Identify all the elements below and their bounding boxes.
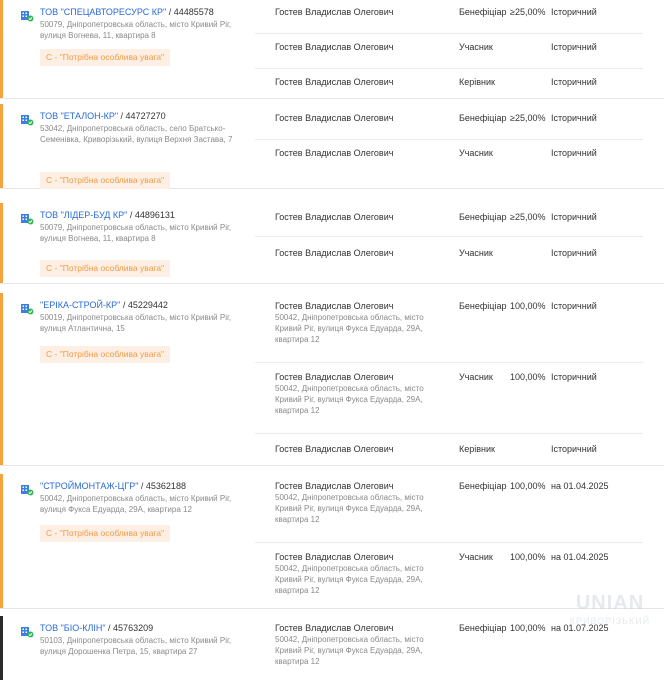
company-building-check-icon — [20, 624, 34, 638]
person-row — [255, 300, 643, 363]
person-name: Гостев Владислав Олегович — [275, 301, 394, 311]
person-share: 100,00% — [510, 301, 546, 311]
person-address: 50042, Дніпропетровська область, місто Кривий Ріг, вулиця Фукса Едуарда, 29А, квартира 12 — [275, 635, 424, 666]
person-status: Історичний — [551, 42, 597, 52]
company-address: 50079, Дніпропетровська область, місто Кривий Ріг, вулиця Вогнева, 11, квартира 8 — [40, 223, 232, 243]
person-role: Бенефіціар — [459, 113, 507, 123]
person-name: Гостев Владислав Олегович — [275, 148, 394, 158]
person-name: Гостев Владислав Олегович — [275, 212, 394, 222]
company-building-check-icon — [20, 8, 34, 22]
person-share: ≥25,00% — [510, 7, 546, 17]
company-title — [40, 299, 168, 312]
company-name-link[interactable]: ТОВ "ЛІДЕР-БУД КР" — [40, 210, 128, 220]
status-stripe — [0, 203, 3, 283]
person-name: Гостев Владислав Олегович — [275, 7, 394, 17]
person-address: 50042, Дніпропетровська область, місто Кривий Ріг, вулиця Фукса Едуарда, 29А, квартира 12 — [275, 313, 424, 344]
person-name: Гостев Владислав Олегович — [275, 42, 394, 52]
person-name: Гостев Владислав Олегович — [275, 444, 394, 454]
company-address: 50019, Дніпропетровська область, місто Кривий Ріг, вулиця Атлантична, 15 — [40, 313, 232, 333]
person-share: 100,00% — [510, 372, 546, 382]
person-row — [255, 480, 643, 543]
person-status: Історичний — [551, 372, 597, 382]
company-title — [40, 6, 214, 19]
watermark-logo-text: UNIAN — [575, 592, 645, 614]
company-card — [0, 293, 664, 466]
person-name: Гостев Владислав Олегович — [275, 77, 394, 87]
company-code: / 44485578 — [166, 7, 214, 17]
status-stripe — [0, 0, 3, 98]
status-stripe — [0, 293, 3, 465]
watermark-city-text: КРИВОРІЗЬКИЙ — [569, 616, 651, 626]
person-role: Учасник — [459, 148, 493, 158]
company-card — [0, 474, 664, 609]
company-building-check-icon — [20, 211, 34, 225]
person-row — [255, 443, 643, 459]
status-stripe — [0, 474, 3, 608]
site-watermark — [560, 590, 660, 660]
person-name: Гостев Владислав Олегович — [275, 113, 394, 123]
status-stripe — [0, 616, 3, 680]
person-name: Гостев Владислав Олегович — [275, 552, 394, 562]
company-name-link[interactable]: ТОВ "БІО-КЛІН" — [40, 623, 106, 633]
company-code: / 44896131 — [127, 210, 175, 220]
company-name-link[interactable]: ТОВ "СПЕЦАВТОРЕСУРС КР" — [40, 7, 167, 17]
person-role: Бенефіціар — [459, 212, 507, 222]
company-address: 53042, Дніпропетровська область, село Братсько-Семенівка, Криворізький, вулиця Верхня Застава, 7 — [40, 124, 233, 144]
person-name: Гостев Владислав Олегович — [275, 481, 394, 491]
person-role: Учасник — [459, 42, 493, 52]
person-status: Історичний — [551, 77, 597, 87]
company-building-check-icon — [20, 301, 34, 315]
company-title — [40, 480, 186, 493]
person-status: на 01.04.2025 — [551, 552, 609, 562]
person-status: на 01.07.2025 — [551, 623, 609, 633]
person-role: Бенефіціар — [459, 481, 507, 491]
person-name: Гостев Владислав Олегович — [275, 372, 394, 382]
company-card — [0, 203, 664, 284]
risk-badge: С - "Потрібна особлива увага" — [40, 260, 170, 277]
company-building-check-icon — [20, 482, 34, 496]
person-address: 50042, Дніпропетровська область, місто Кривий Ріг, вулиця Фукса Едуарда, 29А, квартира 12 — [275, 493, 424, 524]
person-role: Учасник — [459, 248, 493, 258]
person-role: Бенефіціар — [459, 623, 507, 633]
person-row — [255, 6, 643, 34]
company-address: 50042, Дніпропетровська область, місто Кривий Ріг, вулиця Фукса Едуарда, 29А, квартира 12 — [40, 494, 232, 514]
person-role: Бенефіціар — [459, 7, 507, 17]
person-status: Історичний — [551, 444, 597, 454]
person-status: Історичний — [551, 7, 597, 17]
person-name: Гостев Владислав Олегович — [275, 248, 394, 258]
person-row — [255, 211, 643, 237]
person-row — [255, 147, 643, 163]
person-share: 100,00% — [510, 623, 546, 633]
person-status: Історичний — [551, 301, 597, 311]
company-code: / 45229442 — [120, 300, 168, 310]
company-code: / 44727270 — [118, 111, 166, 121]
person-address: 50042, Дніпропетровська область, місто Кривий Ріг, вулиця Фукса Едуарда, 29А, квартира 12 — [275, 564, 424, 595]
company-building-check-icon — [20, 112, 34, 126]
person-role: Керівник — [459, 77, 495, 87]
person-status: Історичний — [551, 248, 597, 258]
person-share: ≥25,00% — [510, 212, 546, 222]
person-row — [255, 41, 643, 69]
person-row — [255, 76, 643, 92]
person-share: 100,00% — [510, 481, 546, 491]
risk-badge: С - "Потрібна особлива увага" — [40, 172, 170, 189]
company-title — [40, 209, 175, 222]
company-card — [0, 0, 664, 99]
person-row — [255, 247, 643, 263]
person-row — [255, 112, 643, 140]
company-name-link[interactable]: "ЕРІКА-СТРОЙ-КР" — [40, 300, 121, 310]
person-row — [255, 371, 643, 434]
company-card — [0, 104, 664, 189]
person-role: Керівник — [459, 444, 495, 454]
person-name: Гостев Владислав Олегович — [275, 623, 394, 633]
person-role: Бенефіціар — [459, 301, 507, 311]
company-name-link[interactable]: ТОВ "ЕТАЛОН-КР" — [40, 111, 119, 121]
company-title — [40, 622, 153, 635]
risk-badge: С - "Потрібна особлива увага" — [40, 49, 170, 66]
person-status: Історичний — [551, 148, 597, 158]
company-name-link[interactable]: "СТРОЙМОНТАЖ-ЦГР" — [40, 481, 139, 491]
person-role: Учасник — [459, 552, 493, 562]
person-status: на 01.04.2025 — [551, 481, 609, 491]
company-code: / 45362188 — [138, 481, 186, 491]
person-role: Учасник — [459, 372, 493, 382]
company-title — [40, 110, 166, 123]
company-address: 50079, Дніпропетровська область, місто Кривий Ріг, вулиця Вогнева, 11, квартира 8 — [40, 20, 232, 40]
person-status: Історичний — [551, 113, 597, 123]
company-code: / 45763209 — [105, 623, 154, 633]
person-status: Історичний — [551, 212, 597, 222]
person-share: ≥25,00% — [510, 113, 546, 123]
risk-badge: С - "Потрібна особлива увага" — [40, 525, 170, 542]
person-share: 100,00% — [510, 552, 546, 562]
person-address: 50042, Дніпропетровська область, місто Кривий Ріг, вулиця Фукса Едуарда, 29А, квартира 12 — [275, 384, 424, 415]
company-address: 50103, Дніпропетровська область, місто Кривий Ріг, вулиця Дорошенка Петра, 15, квартира 27 — [40, 636, 232, 656]
status-stripe — [0, 104, 3, 188]
risk-badge: С - "Потрібна особлива увага" — [40, 346, 170, 363]
